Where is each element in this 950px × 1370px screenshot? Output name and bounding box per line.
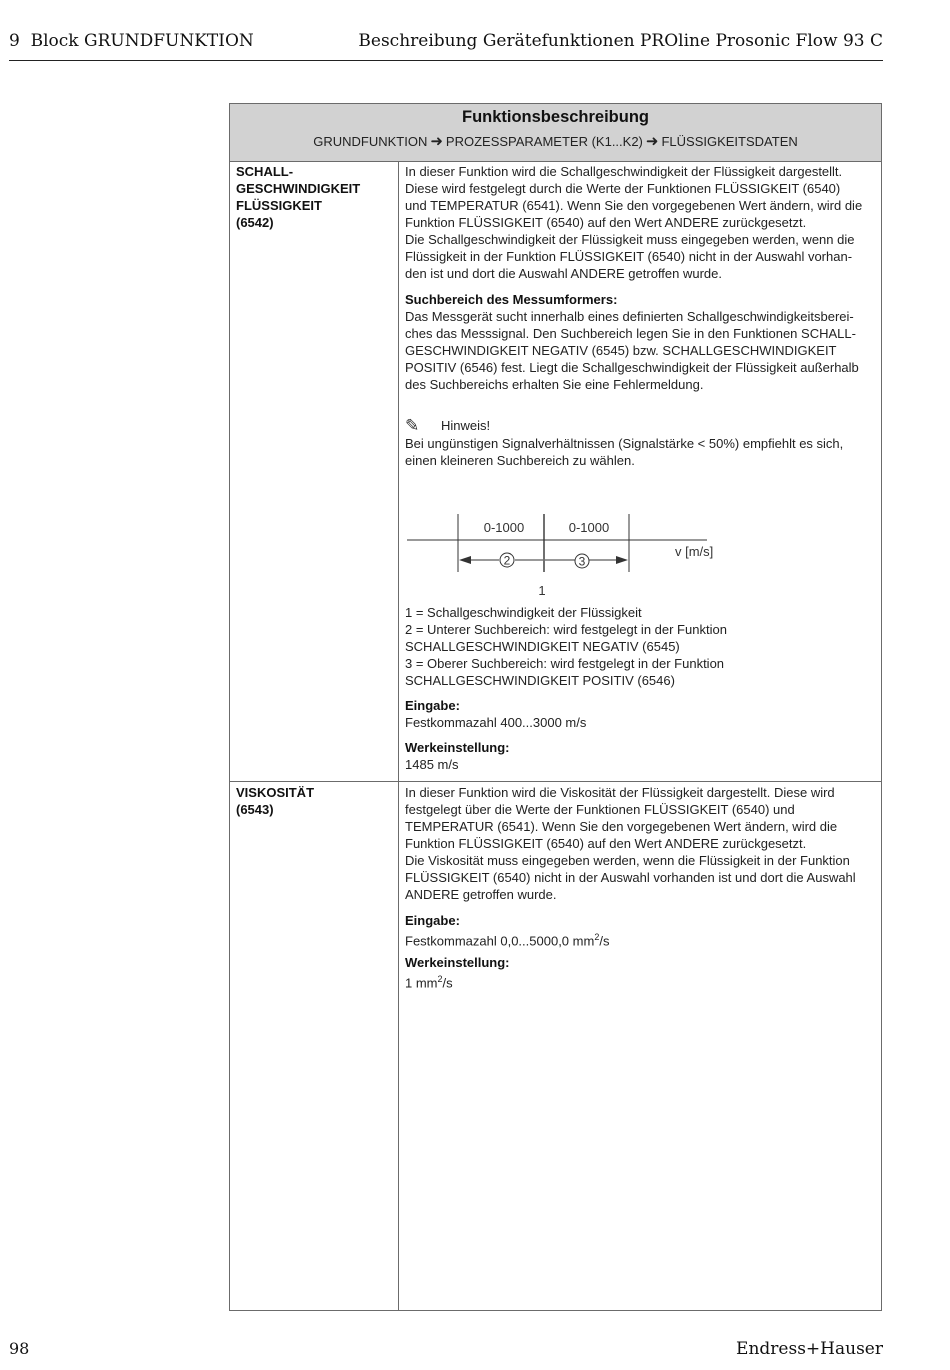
function-name-cell [230,161,399,781]
lower-range-arrowhead [459,556,471,564]
default-value: 1485 m/s [405,757,459,772]
input-value: Festkommazahl 400...3000 m/s [405,715,587,730]
function-name: VISKOSITÄT (6543) [236,785,315,817]
default-heading: Werkeinstellung: [405,740,510,755]
note-text: Bei ungünstigen Signalverhältnissen (Signalstärke < 50%) empfiehlt es sich, einen kleineren Suchbereich zu wählen. [405,436,844,468]
function-name-cell [230,782,399,1310]
brand-logo: Endress+Hauser [736,1339,883,1359]
input-heading: Eingabe: [405,913,460,928]
center-label: 1 [538,583,546,598]
table-row-schallgeschwindigkeit [230,161,881,782]
function-name: SCHALL- GESCHWINDIGKEIT FLÜSSIGKEIT (6542) [236,164,361,230]
default-value: 1 $mm^2/s$ [405,974,453,991]
function-description-cell [399,161,881,781]
path-item-fluessigkeitsdaten: FLÜSSIGKEITSDATEN [661,134,798,149]
description-text: In dieser Funktion wird die Schallgeschwindigkeit der Flüssigkeit dargestellt. Diese wird festgelegt durch die Werte der Funktionen FLÜSSIGKEIT (6540) und TEMPERATUR (6541). Wenn Sie den vorgegebenen Wert ändern, wird die Funktion FLÜSSIGKEIT (6540) auf den Wert ANDERE zurückgesetzt. Die Schallgeschwindigkeit der Flüssigkeit muss eingegeben werden, wenn die Flüssigkeit in der Funktion FLÜSSIGKEIT (6540) nicht in der Auswahl vorhan- den ist und dort die Auswahl ANDERE getroffen wurde. [405,164,863,281]
header-chapter: 9 Block GRUNDFUNKTION [9,31,254,51]
marker-3-label: 3 [578,554,586,569]
note-label: Hinweis! [441,418,491,433]
arrow-right-icon: ➜ [430,133,443,150]
lower-range-label: 0-1000 [483,520,525,535]
axis-unit-label: v [m/s] [675,544,714,559]
upper-range-arrowhead [616,556,628,564]
path-item-prozessparameter: PROZESSPARAMETER (K1...K2) [445,134,643,149]
default-heading: Werkeinstellung: [405,955,510,970]
table-row-viskositaet [230,782,881,1310]
function-description-cell [399,782,881,1310]
search-range-diagram [407,506,737,606]
header-divider [9,60,883,61]
table-header [230,104,881,162]
input-value: Festkommazahl 0,0...5000,0 $mm^2/s$ [405,932,610,949]
pencil-note-icon: ✎ [405,416,420,435]
input-heading: Eingabe: [405,698,460,713]
marker-2-label: 2 [503,553,511,568]
table-title: Funktionsbeschreibung [461,108,649,126]
upper-range-label: 0-1000 [568,520,610,535]
search-range-heading: Suchbereich des Messumformers: [405,292,618,307]
arrow-right-icon: ➜ [645,133,659,150]
description-text: In dieser Funktion wird die Viskosität der Flüssigkeit dargestellt. Diese wird festgelegt über die Werte der Funktionen FLÜSSIGKEIT (6540) und TEMPERATUR (6541). Wenn Sie den vorgegebenen Wert ändern, wird die Funktion FLÜSSIGKEIT (6540) auf den Wert ANDERE zurückgesetzt. Die Viskosität muss eingegeben werden, wenn die Flüssigkeit in der Funktion FLÜSSIGKEIT (6540) nicht in der Auswahl vorhanden ist und dort die Auswahl ANDERE getroffen wurde. [405,785,856,902]
header-document-title: Beschreibung Gerätefunktionen PROline Prosonic Flow 93 C [358,31,883,51]
function-description-table [229,103,882,1311]
path-item-grundfunktion: GRUNDFUNKTION [313,134,428,149]
menu-path [230,132,881,150]
page-number: 98 [9,1339,30,1358]
search-range-text: Das Messgerät sucht innerhalb eines definierten Schallgeschwindigkeitsberei- ches das Messsignal. Den Suchbereich legen Sie in den Funktionen SCHALL- GESCHWINDIGKEIT NEGATIV (6545) bzw. SCHALLGESCHWINDIGKEIT POSITIV (6546) fest. Liegt die Schallgeschwindigkeit der Flüssigkeit außerhalb des Suchbereichs erhalten Sie eine Fehlermeldung. [405,309,859,392]
diagram-legend: 1 = Schallgeschwindigkeit der Flüssigkeit 2 = Unterer Suchbereich: wird festgelegt in der Funktion SCHALLGESCHWINDIGKEIT NEGATIV (6545) 3 = Oberer Suchbereich: wird festgelegt in der Funktion SCHALLGESCHWINDIGKEIT POSITIV (6546) [405,605,727,688]
